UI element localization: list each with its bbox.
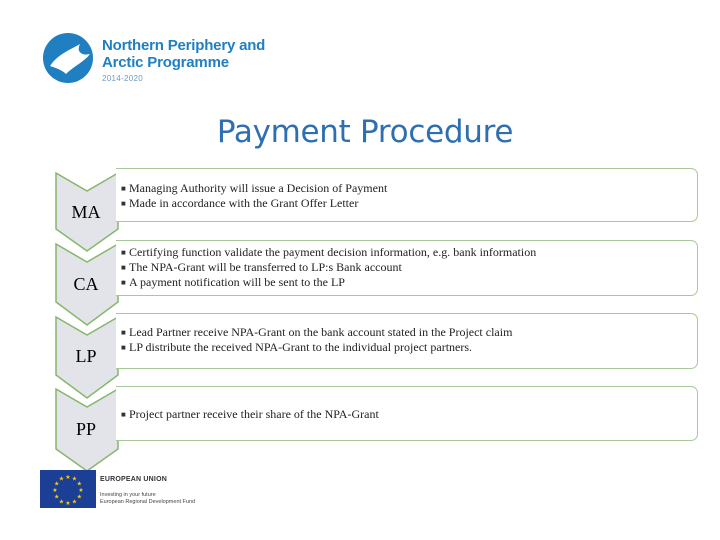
bullet-icon: ■ xyxy=(121,278,126,287)
bird-logo-icon xyxy=(40,30,100,86)
eu-fund-name: European Regional Development Fund xyxy=(100,499,196,505)
logo-title-line1: Northern Periphery and xyxy=(102,37,266,54)
eu-flag-icon xyxy=(40,470,96,508)
list-item: ■ Certifying function validate the payment decision information, e.g. bank information xyxy=(121,245,537,259)
programme-logo xyxy=(40,30,280,90)
step-box-ma xyxy=(116,168,698,222)
svg-text:★: ★ xyxy=(71,498,78,506)
svg-text:★: ★ xyxy=(54,480,60,488)
step-label-lp: LP xyxy=(75,346,97,366)
list-item: ■ A payment notification will be sent to the LP xyxy=(121,275,345,289)
step-box-pp xyxy=(116,386,698,441)
eu-title: EUROPEAN UNION xyxy=(100,476,167,483)
bullet-icon: ■ xyxy=(121,410,126,419)
page-title: Payment Procedure xyxy=(216,114,514,150)
list-item: ■ Lead Partner receive NPA-Grant on the bank account stated in the Project claim xyxy=(121,325,513,339)
step-chevron-pp xyxy=(56,383,118,471)
step-label-pp: PP xyxy=(75,419,97,439)
step-box-ca xyxy=(116,240,698,296)
svg-text:★: ★ xyxy=(76,480,82,488)
svg-text:★: ★ xyxy=(58,498,65,506)
bullet-icon: ■ xyxy=(121,343,126,352)
svg-text:★: ★ xyxy=(78,487,84,494)
svg-text:★: ★ xyxy=(65,500,71,507)
list-item: ■ Project partner receive their share of the NPA-Grant xyxy=(121,407,379,421)
logo-title-line2: Arctic Programme xyxy=(102,54,229,71)
list-item: ■ LP distribute the received NPA-Grant to the individual project partners. xyxy=(121,340,473,354)
bullet-icon: ■ xyxy=(121,263,126,272)
step-box-lp xyxy=(116,313,698,369)
bullet-icon: ■ xyxy=(121,328,126,337)
list-item: ■ Managing Authority will issue a Decision of Payment xyxy=(121,181,388,195)
list-item: ■ Made in accordance with the Grant Offer Letter xyxy=(121,196,359,210)
logo-years: 2014-2020 xyxy=(102,74,143,83)
step-label-ca: CA xyxy=(73,274,99,294)
svg-text:★: ★ xyxy=(54,493,60,501)
svg-text:★: ★ xyxy=(65,474,71,481)
eu-logo xyxy=(40,467,240,511)
step-label-ma: MA xyxy=(71,202,101,222)
eu-tagline: Investing in your future xyxy=(100,492,156,498)
svg-text:★: ★ xyxy=(71,475,78,483)
bullet-icon: ■ xyxy=(121,248,126,257)
list-item: ■ The NPA-Grant will be transferred to LP:s Bank account xyxy=(121,260,402,274)
svg-text:★: ★ xyxy=(58,475,65,483)
svg-text:★: ★ xyxy=(76,493,82,501)
bullet-icon: ■ xyxy=(121,199,126,208)
bullet-icon: ■ xyxy=(121,184,126,193)
svg-text:★: ★ xyxy=(52,487,58,494)
